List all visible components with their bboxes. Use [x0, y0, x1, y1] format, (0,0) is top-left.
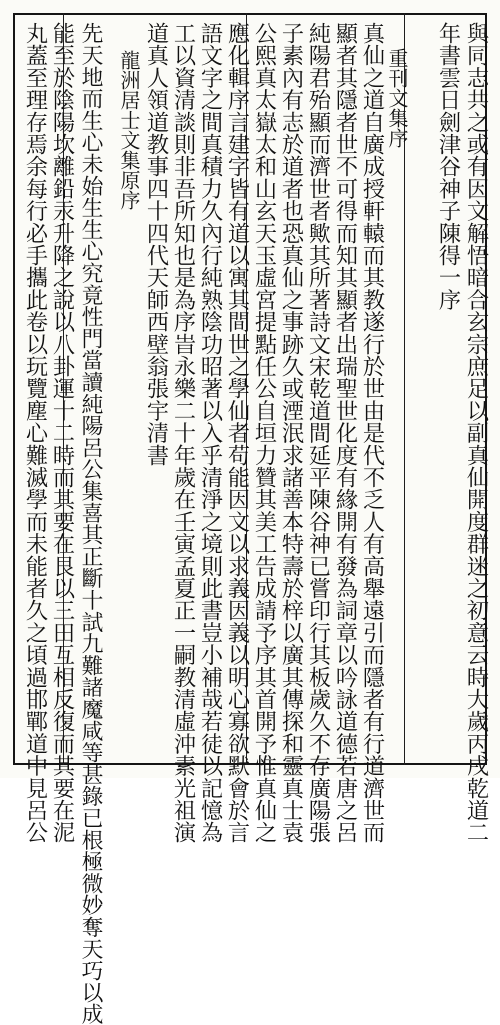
- preface-title-longzhou: 龍洲居士文集原序: [117, 50, 141, 210]
- text-column-17: 能至於陰陽坎離鉛汞升降之說以八卦運十二時而其要在艮以三田互相反復而其要在泥: [49, 22, 75, 844]
- text-column-5: 真仙之道自廣成授軒轅而其教遂行於世由是代不乏人有高舉遠引而隱者有行道濟世而: [359, 22, 385, 844]
- text-column-7: 純陽君殆顯而濟世者歟其所著詩文宋乾道間延平陳谷神已嘗印行其板歲久不存廣陽張: [305, 22, 331, 844]
- text-column-9: 公熙真太嶽太和山玄天玉虛宮提點任公自垣力贊其美工告成請予序其首開予惟真仙之: [251, 22, 277, 844]
- text-column-12: 工以資清談則非吾所知也是為序旹永樂二十年歲在壬寅孟夏正一嗣教清虛沖素光祖演: [170, 22, 196, 844]
- text-column-16: 先天地而生心未始生生心究竟性門當讀純陽呂公集喜其正斷十試九難諸魔咸等甚錄已根極微妙奪天巧以成: [78, 22, 103, 1025]
- text-column-13: 道真人領道教事四十四代天師西壁翁張宇清書: [143, 22, 169, 466]
- text-column-1: 與同志共之或有因文解悟暗合玄宗庶足以副真仙開度群迷之初意云時大歲丙戌乾道二: [463, 22, 489, 844]
- text-column-10: 應化輯序言建字皆有道以寓其間世之學仙者苟能因文以求義因義以明心寡欲默會於言: [224, 22, 250, 844]
- text-column-6: 顯者其隱者世不可得而知其顯者出瑞聖世化度有緣開有發為詞章以吟詠道德若唐之呂: [332, 22, 358, 844]
- text-column-18: 丸蓋至理存焉余每行必手攜此卷以玩覽塵心難滅學而未能者久之頃過邯鄲道中見呂公: [22, 22, 48, 844]
- text-column-8: 子素內有志於道者也恐真仙之事跡久或湮泯求諸善本特壽於梓以廣其傳探和靈真士袁: [278, 22, 304, 844]
- text-column-2: 年書雲日劍津谷神子陳得一序: [435, 22, 461, 311]
- preface-title-reprint: 重刊文集序: [385, 48, 409, 148]
- text-column-11: 語文字之間真積力久內行純熟陰功昭著以入乎清淨之境則此書豈小補哉若徒以記憶為: [197, 22, 223, 844]
